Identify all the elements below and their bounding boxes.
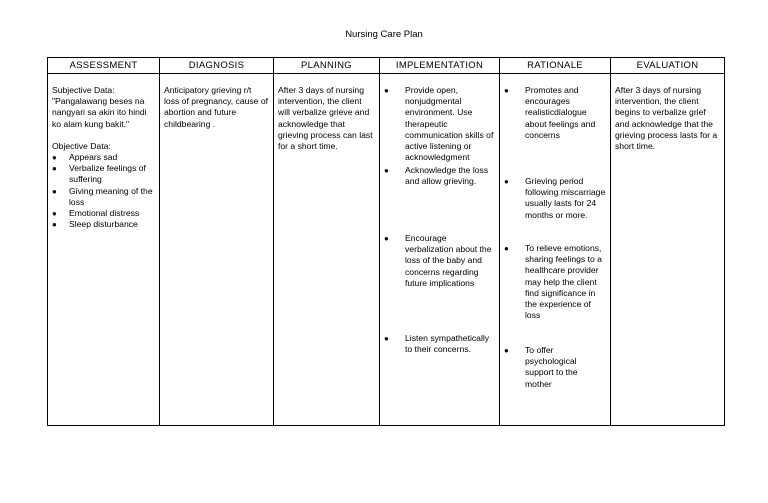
header-assessment: ASSESSMENT — [48, 58, 160, 74]
planning-cell — [274, 74, 380, 426]
list-item: ● Grieving period following miscarriage usually lasts for 24 months or more. — [504, 176, 606, 243]
list-item: ● Emotional distress — [52, 208, 155, 219]
list-item: ● Acknowledge the loss and allow grieving. — [384, 165, 495, 233]
evaluation-cell — [611, 74, 725, 426]
list-item: ● Promotes and encourages realisticdialogue about feelings and concerns — [504, 85, 606, 176]
rationale-cell — [500, 74, 611, 426]
list-item: ● Verbalize feelings of suffering — [52, 163, 155, 185]
list-item: ● Appears sad — [52, 152, 155, 163]
implementation-list — [384, 85, 495, 355]
page-title: Nursing Care Plan — [345, 29, 423, 40]
list-item: ● To relieve emotions, sharing feelings to a healthcare provider may help the client find significance in the experience of loss — [504, 243, 606, 345]
header-diagnosis: DIAGNOSIS — [160, 58, 274, 74]
list-item: ● Giving meaning of the loss — [52, 186, 155, 208]
care-plan-table — [47, 57, 725, 426]
rationale-list — [504, 85, 606, 390]
subjective-text: "Pangalawang beses na nangyari sa akin ito hindi ko alam kung bakit." — [52, 96, 147, 129]
diagnosis-text: Anticipatory grieving r/t loss of pregnancy, cause of abortion and future childbearing . — [164, 85, 268, 129]
list-item: ● Encourage verbalization about the loss of the baby and concerns regarding future implications — [384, 233, 495, 333]
list-item: ● Provide open, nonjudgmental environment. Use therapeutic communication skills of active listening or acknowledgment — [384, 85, 495, 165]
objective-list — [52, 152, 155, 230]
subjective-label: Subjective Data: — [52, 85, 115, 95]
planning-text: After 3 days of nursing intervention, the client will verbalize grieve and acknowledge that grieving process can last for a short time. — [278, 85, 373, 152]
list-item: ● Sleep disturbance — [52, 219, 155, 230]
header-implementation: IMPLEMENTATION — [380, 58, 500, 74]
list-item: ● To offer psychological support to the mother — [504, 345, 606, 390]
table-header-row — [48, 58, 725, 74]
header-evaluation: EVALUATION — [611, 58, 725, 74]
header-planning: PLANNING — [274, 58, 380, 74]
evaluation-text: After 3 days of nursing intervention, the client begins to verbalize grief and acknowledge that the grieving process lasts for a short time. — [615, 85, 718, 152]
implementation-cell — [380, 74, 500, 426]
header-rationale: RATIONALE — [500, 58, 611, 74]
assessment-cell — [48, 74, 160, 426]
diagnosis-cell — [160, 74, 274, 426]
objective-label: Objective Data: — [52, 140, 111, 151]
list-item: ● Listen sympathetically to their concerns. — [384, 333, 495, 355]
table-row — [48, 74, 725, 426]
